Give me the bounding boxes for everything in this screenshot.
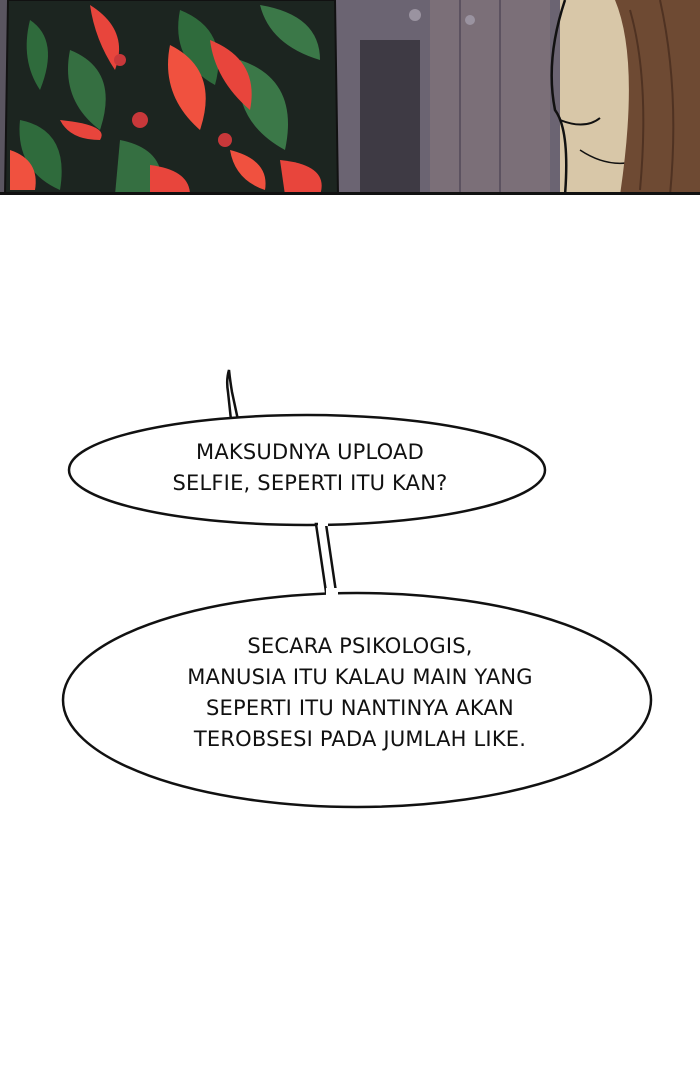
bubble-2-line-2: MANUSIA ITU KALAU MAIN YANG xyxy=(187,665,533,689)
speech-bubble-connector xyxy=(316,524,336,592)
bubble-1-line-1: MAKSUDNYA UPLOAD xyxy=(196,440,424,464)
bubble-1-line-2: SELFIE, SEPERTI ITU KAN? xyxy=(172,471,448,495)
bubble-2-line-3: SEPERTI ITU NANTINYA AKAN xyxy=(206,696,514,720)
speech-bubble-1-text xyxy=(110,437,510,499)
speech-bubble-1-tail xyxy=(227,370,238,420)
bubble-2-line-4: TEROBSESI PADA JUMLAH LIKE. xyxy=(193,727,527,751)
speech-bubble-2-text xyxy=(95,631,625,755)
bubble-2-line-1: SECARA PSIKOLOGIS, xyxy=(247,634,473,658)
